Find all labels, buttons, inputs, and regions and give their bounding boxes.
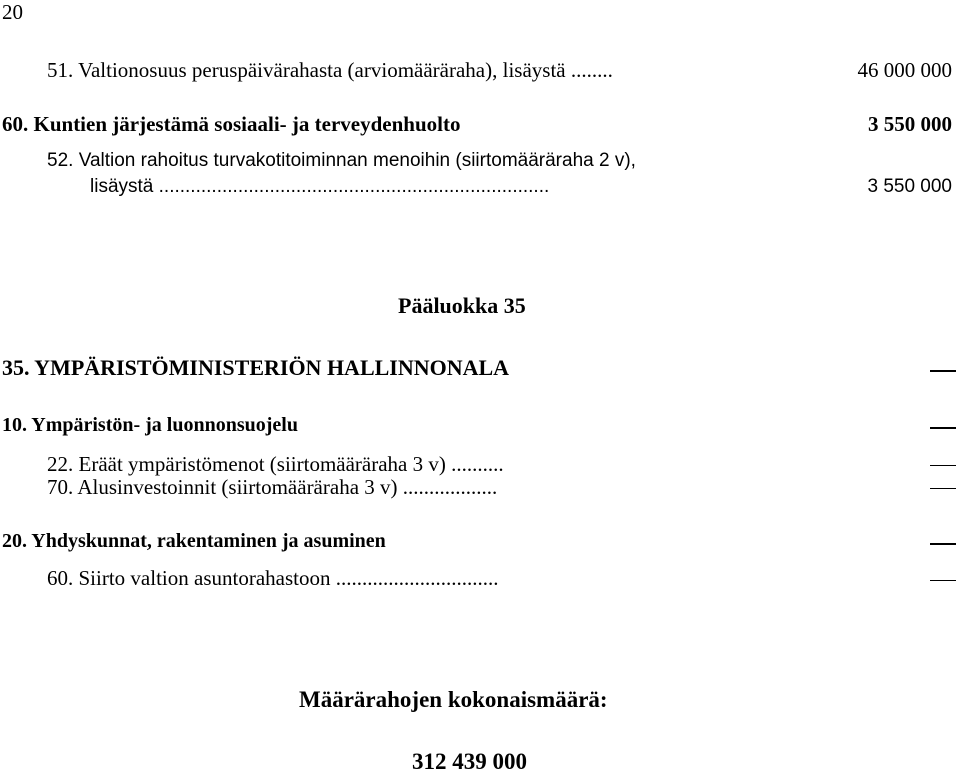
page-number: 20 xyxy=(2,0,23,24)
item-70-amount-dash xyxy=(930,488,956,489)
total-label: Määrärahojen kokonaismäärä: xyxy=(299,687,608,712)
subsection-10-label: 10. Ympäristön- ja luonnonsuojelu xyxy=(2,414,298,436)
row-item-51-amount: 46 000 000 xyxy=(857,58,952,82)
section-35-label: 35. YMPÄRISTÖMINISTERIÖN HALLINNONALA xyxy=(2,355,510,380)
subsection-10-amount-dash xyxy=(930,427,956,429)
row-item-52-amount: 3 550 000 xyxy=(867,176,952,197)
item-22-label: 22. Eräät ympäristömenot (siirtomääräraha 3 v) .......... xyxy=(47,452,504,476)
subsection-20-label: 20. Yhdyskunnat, rakentaminen ja asuminen xyxy=(2,530,386,552)
subsection-20-amount-dash xyxy=(930,543,956,545)
row-item-60-label: 60. Kuntien järjestämä sosiaali- ja terveydenhuolto xyxy=(2,112,461,136)
row-item-60-amount: 3 550 000 xyxy=(868,112,952,136)
row-item-52-label-line1: 52. Valtion rahoitus turvakotitoiminnan menoihin (siirtomääräraha 2 v), xyxy=(47,150,636,171)
row-item-52-label-line2: lisäystä .......................................................................... xyxy=(90,176,550,197)
section-35-amount-dash xyxy=(930,370,956,372)
main-class-title: Pääluokka 35 xyxy=(398,293,526,318)
item-70-label: 70. Alusinvestoinnit (siirtomääräraha 3 v) .................. xyxy=(47,475,498,499)
item-60-amount-dash xyxy=(930,580,956,581)
row-item-51-label: 51. Valtionosuus peruspäivärahasta (arviomääräraha), lisäystä ........ xyxy=(47,58,613,82)
item-60-label: 60. Siirto valtion asuntorahastoon ............................... xyxy=(47,566,499,590)
item-22-amount-dash xyxy=(930,465,956,466)
total-amount: 312 439 000 xyxy=(412,749,527,774)
